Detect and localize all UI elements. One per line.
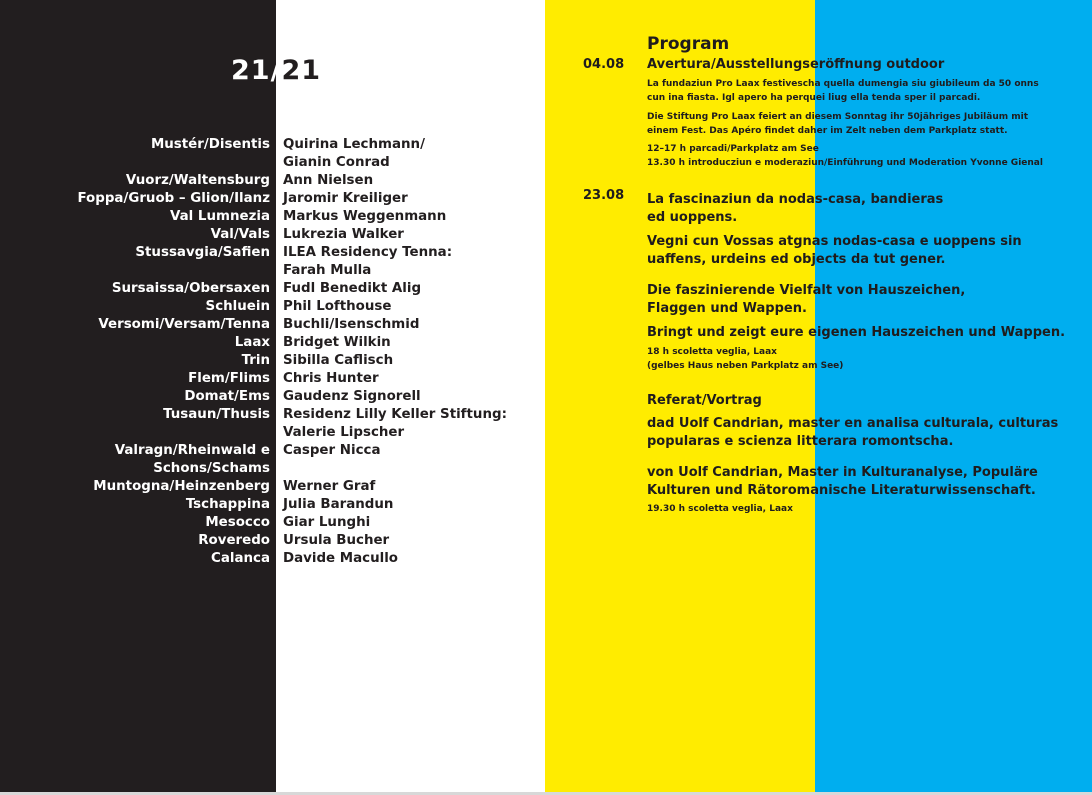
event3-time-line: 19.30 h scoletta veglia, Laax <box>647 504 793 514</box>
artist-name: Valerie Lipscher <box>283 425 405 440</box>
artist-name: Farah Mulla <box>283 263 372 278</box>
venue-name: Tusaun/Thusis <box>163 407 270 422</box>
artist-name: Ann Nielsen <box>283 173 374 188</box>
venue-name: Mustér/Disentis <box>150 137 270 152</box>
venue-name: Domat/Ems <box>184 389 270 404</box>
venue-name: Muntogna/Heinzenberg <box>93 479 270 494</box>
artist-name: ILEA Residency Tenna: <box>283 245 453 260</box>
venue-name <box>0 424 270 442</box>
venue-name: Trin <box>241 353 270 368</box>
artist-name: Quirina Lechmann/ <box>283 137 425 152</box>
event1-date: 04.08 <box>583 57 625 72</box>
venue-name: Roveredo <box>198 533 270 548</box>
event2-rm-line: uaffens, urdeins ed objects da tut gener. <box>647 252 946 267</box>
artist-name: Sibilla Caflisch <box>283 353 394 368</box>
artist-name: Lukrezia Walker <box>283 227 404 242</box>
event2-de-line: Bringt und zeigt eure eigenen Hauszeichen und Wappen. <box>647 325 1066 340</box>
venue-name: Tschappina <box>185 497 270 512</box>
venue-name: Laax <box>234 335 270 350</box>
venue-name <box>0 154 270 172</box>
event3-heading: Referat/Vortrag <box>647 393 762 408</box>
artist-name: Davide Macullo <box>283 551 399 566</box>
venue-name: Stussavgia/Safien <box>135 245 270 260</box>
event3-rm-line: popularas e scienza litterara romontscha. <box>647 434 954 449</box>
venue-name: Flem/Flims <box>188 371 270 386</box>
event2-heading-line: ed uoppens. <box>647 210 738 225</box>
venue-name: Schluein <box>205 299 270 314</box>
venue-name: Schons/Schams <box>153 461 270 476</box>
event1-time-line: 12–17 h parcadi/Parkplatz am See <box>647 144 819 154</box>
venue-name: Calanca <box>211 551 270 566</box>
venue-list <box>0 136 270 568</box>
venue-name: Val Lumnezia <box>170 209 270 224</box>
event1-rm-line: La fundaziun Pro Laax festivescha quella dumengia siu giubileum da 50 onns <box>647 79 1039 89</box>
event1-de-line: Die Stiftung Pro Laax feiert an diesem Sonntag ihr 50jähriges Jubiläum mit <box>647 112 1029 122</box>
event2-heading-line: La fascinaziun da nodas-casa, bandieras <box>647 192 944 207</box>
artist-name: Residenz Lilly Keller Stiftung: <box>283 407 507 422</box>
artist-name <box>283 460 543 478</box>
event1-rm-line: cun ina fiasta. Igl apero ha perquei liug ella tenda sper il parcadi. <box>647 92 981 103</box>
artist-name: Fudl Benedikt Alig <box>283 281 422 296</box>
artist-name: Jaromir Kreiliger <box>283 191 408 206</box>
artist-name: Gianin Conrad <box>283 155 390 170</box>
venue-name: Versomi/Versam/Tenna <box>98 317 270 332</box>
artist-name: Ursula Bucher <box>283 533 390 548</box>
venue-name: Foppa/Gruob – Glion/Ilanz <box>77 191 270 206</box>
artist-name: Giar Lunghi <box>283 515 371 530</box>
event1-heading: Avertura/Ausstellungseröffnung outdoor <box>647 57 945 72</box>
event2-de-heading-line: Die faszinierende Vielfalt von Hauszeichen, <box>647 283 966 298</box>
event3-de-line: von Uolf Candrian, Master in Kulturanalyse, Populäre <box>647 465 1038 480</box>
venue-name: Sursaissa/Obersaxen <box>111 281 270 296</box>
artist-name: Buchli/Isenschmid <box>283 317 420 332</box>
artist-list <box>283 136 543 568</box>
title-slash: / <box>270 55 282 86</box>
artist-name: Gaudenz Signorell <box>283 389 421 404</box>
artist-name: Chris Hunter <box>283 371 379 386</box>
event2-time-line: (gelbes Haus neben Parkplatz am See) <box>647 360 844 371</box>
event3-de-line: Kulturen und Rätoromanische Literaturwissenschaft. <box>647 483 1036 498</box>
artist-name: Julia Barandun <box>283 497 394 512</box>
page-title <box>0 55 552 87</box>
artist-name: Phil Lofthouse <box>283 299 392 314</box>
venue-name: Vuorz/Waltensburg <box>125 173 270 188</box>
venue-name: Val/Vals <box>210 227 270 242</box>
event2-date: 23.08 <box>583 188 625 203</box>
artist-name: Markus Weggenmann <box>283 209 447 224</box>
venue-name: Valragn/Rheinwald e <box>114 443 270 458</box>
event2 <box>647 191 1066 373</box>
venue-name: Mesocco <box>205 515 270 530</box>
event3-rm-line: dad Uolf Candrian, master en analisa culturala, culturas <box>647 416 1059 431</box>
title-left: 21 <box>230 55 271 86</box>
event1-time-line: 13.30 h introducziun e moderaziun/Einführung und Moderation Yvonne Gienal <box>647 157 1043 168</box>
event3 <box>647 392 1057 517</box>
event1 <box>647 56 1057 170</box>
event2-time-line: 18 h scoletta veglia, Laax <box>647 347 777 357</box>
event2-rm-line: Vegni cun Vossas atgnas nodas-casa e uoppens sin <box>647 234 1022 249</box>
artist-name: Werner Graf <box>283 479 376 494</box>
artist-name: Casper Nicca <box>283 443 381 458</box>
title-right: 21 <box>281 55 322 86</box>
program-title: Program <box>647 34 730 54</box>
venue-name <box>0 262 270 280</box>
event1-de-line: einem Fest. Das Apéro findet daher im Zelt neben dem Parkplatz statt. <box>647 125 1008 136</box>
artist-name: Bridget Wilkin <box>283 335 391 350</box>
event2-de-heading-line: Flaggen und Wappen. <box>647 301 807 316</box>
